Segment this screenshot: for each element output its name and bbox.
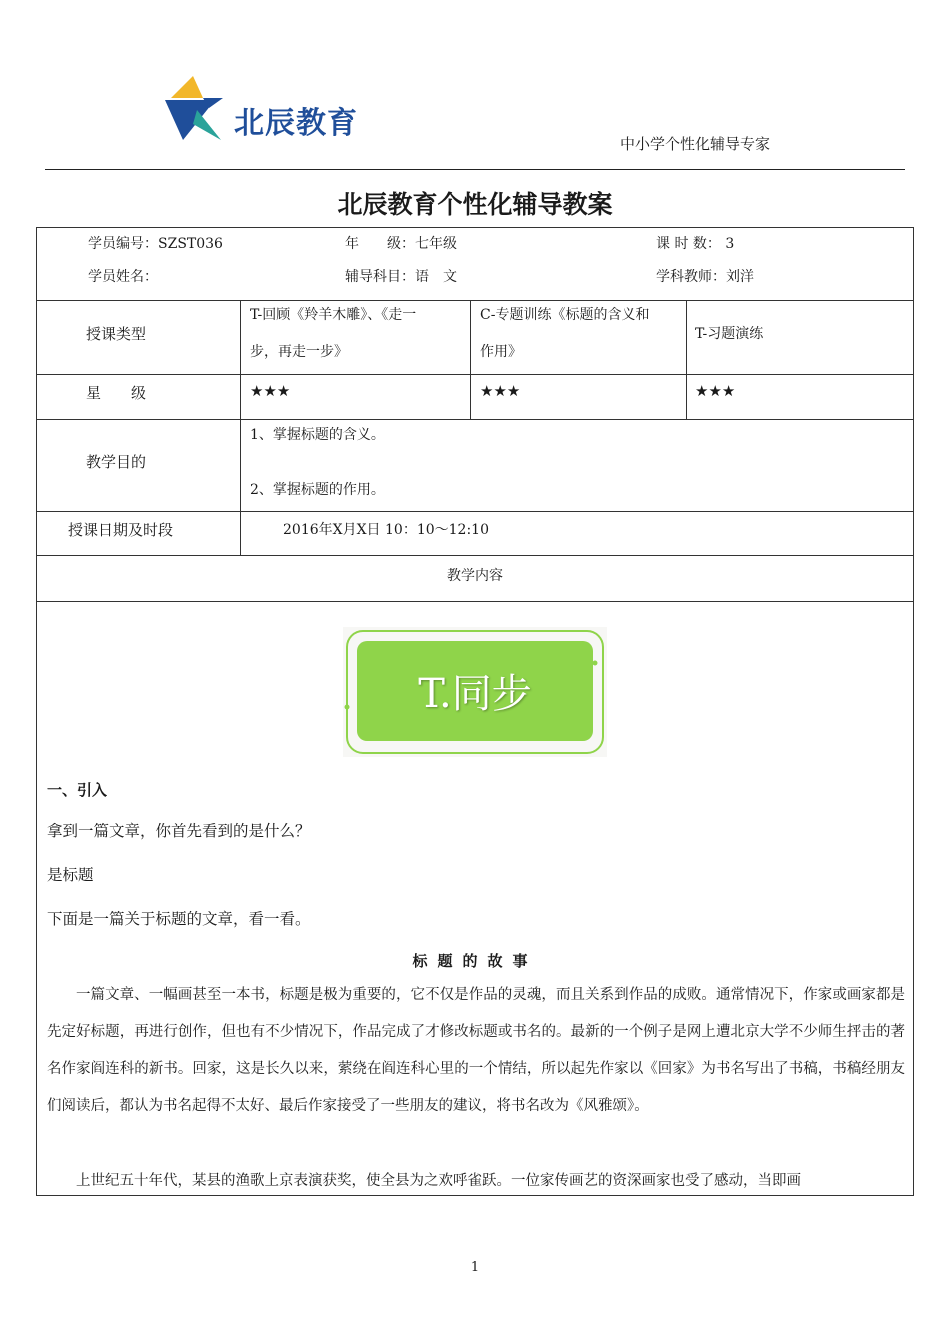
student-name-row bbox=[88, 266, 158, 288]
student-id-label: 学员编号： bbox=[88, 236, 158, 252]
intro-line: 是标题 bbox=[47, 866, 94, 884]
section-heading: 一、引入 bbox=[47, 781, 108, 799]
goal-item: 1、掌握标题的含义。 bbox=[250, 427, 385, 443]
content-header: 教学内容 bbox=[447, 568, 503, 584]
table-divider bbox=[36, 300, 914, 301]
student-id-value: SZST036 bbox=[158, 236, 223, 252]
lesson-type-t1-line1: T-回顾《羚羊木雕》、《走一 bbox=[250, 307, 417, 323]
lesson-type-c-line2: 作用》 bbox=[480, 344, 522, 360]
table-divider bbox=[36, 419, 914, 420]
date-value: 2016年X月X日 10：10～12:10 bbox=[283, 522, 489, 538]
table-divider bbox=[240, 300, 241, 555]
grade-value: 七年级 bbox=[415, 236, 457, 252]
table-divider bbox=[36, 374, 914, 375]
grade-label: 年 级： bbox=[345, 236, 415, 252]
date-label: 授课日期及时段 bbox=[68, 521, 174, 539]
page-title: 北辰教育个性化辅导教案 bbox=[337, 190, 613, 219]
teacher-label: 学科教师： bbox=[656, 269, 726, 285]
table-divider bbox=[36, 601, 914, 602]
story-paragraph: 上世纪五十年代，某县的渔歌上京表演获奖，使全县为之欢呼雀跃。一位家传画艺的资深画家也受了感动，当即画 bbox=[76, 1173, 801, 1189]
logo-star-icon bbox=[163, 74, 225, 142]
hours-row bbox=[656, 233, 734, 255]
subject-row bbox=[345, 266, 457, 288]
story-title: 标题的故事 bbox=[412, 952, 538, 970]
hours-value: 3 bbox=[725, 236, 735, 252]
table-divider bbox=[36, 511, 914, 512]
subject-value: 语 文 bbox=[415, 269, 457, 285]
story-paragraph: 一篇文章、一幅画甚至一本书，标题是极为重要的，它不仅是作品的灵魂，而且关系到作品的成败。通常情况下，作家或画家都是先定好标题，再进行创作，但也有不少情况下，作品完成了才修改标题或书名的。最新的一个例子是网上遭北京大学不少师生抨击的著名作家阎连科的新书。回家，这是长久以来，萦绕在阎连科心里的一个情结，所以起先作家以《回家》为书名写出了书稿，书稿经朋友们阅读后，都认为书名起得不太好、最后作家接受了一些朋友的建议，将书名改为《风雅颂》。 bbox=[47, 987, 905, 1114]
goal-label: 教学目的 bbox=[86, 453, 147, 471]
grade-row bbox=[345, 233, 457, 255]
lesson-type-label: 授课类型 bbox=[86, 325, 147, 343]
stars-t1: ★★★ bbox=[250, 382, 291, 400]
subject-label: 辅导科目： bbox=[345, 269, 415, 285]
teacher-row bbox=[656, 266, 754, 288]
lesson-type-c-line1: C-专题训练《标题的含义和 bbox=[480, 307, 650, 323]
lesson-type-t1-line2: 步，再走一步》 bbox=[250, 344, 348, 360]
stars-t2: ★★★ bbox=[695, 382, 736, 400]
intro-line: 拿到一篇文章，你首先看到的是什么？ bbox=[47, 822, 311, 840]
table-divider bbox=[36, 555, 914, 556]
stars-c: ★★★ bbox=[480, 382, 521, 400]
logo-wordmark: 北辰教育 bbox=[234, 106, 358, 141]
stars-label: 星 级 bbox=[86, 384, 147, 402]
lesson-type-t2: T-习题演练 bbox=[695, 326, 764, 342]
header-rule bbox=[45, 169, 905, 170]
goal-item: 2、掌握标题的作用。 bbox=[250, 482, 385, 498]
tagline: 中小学个性化辅导专家 bbox=[620, 135, 771, 153]
banner-text: T.同步 bbox=[418, 671, 532, 717]
intro-line: 下面是一篇关于标题的文章，看一看。 bbox=[47, 910, 311, 928]
table-divider bbox=[686, 300, 687, 419]
page-number: 1 bbox=[470, 1260, 480, 1275]
student-name-label: 学员姓名： bbox=[88, 269, 158, 285]
hours-label: 课 时 数： bbox=[656, 236, 721, 252]
student-id-row bbox=[88, 233, 223, 255]
table-divider bbox=[470, 300, 471, 419]
teacher-value: 刘洋 bbox=[726, 269, 754, 285]
